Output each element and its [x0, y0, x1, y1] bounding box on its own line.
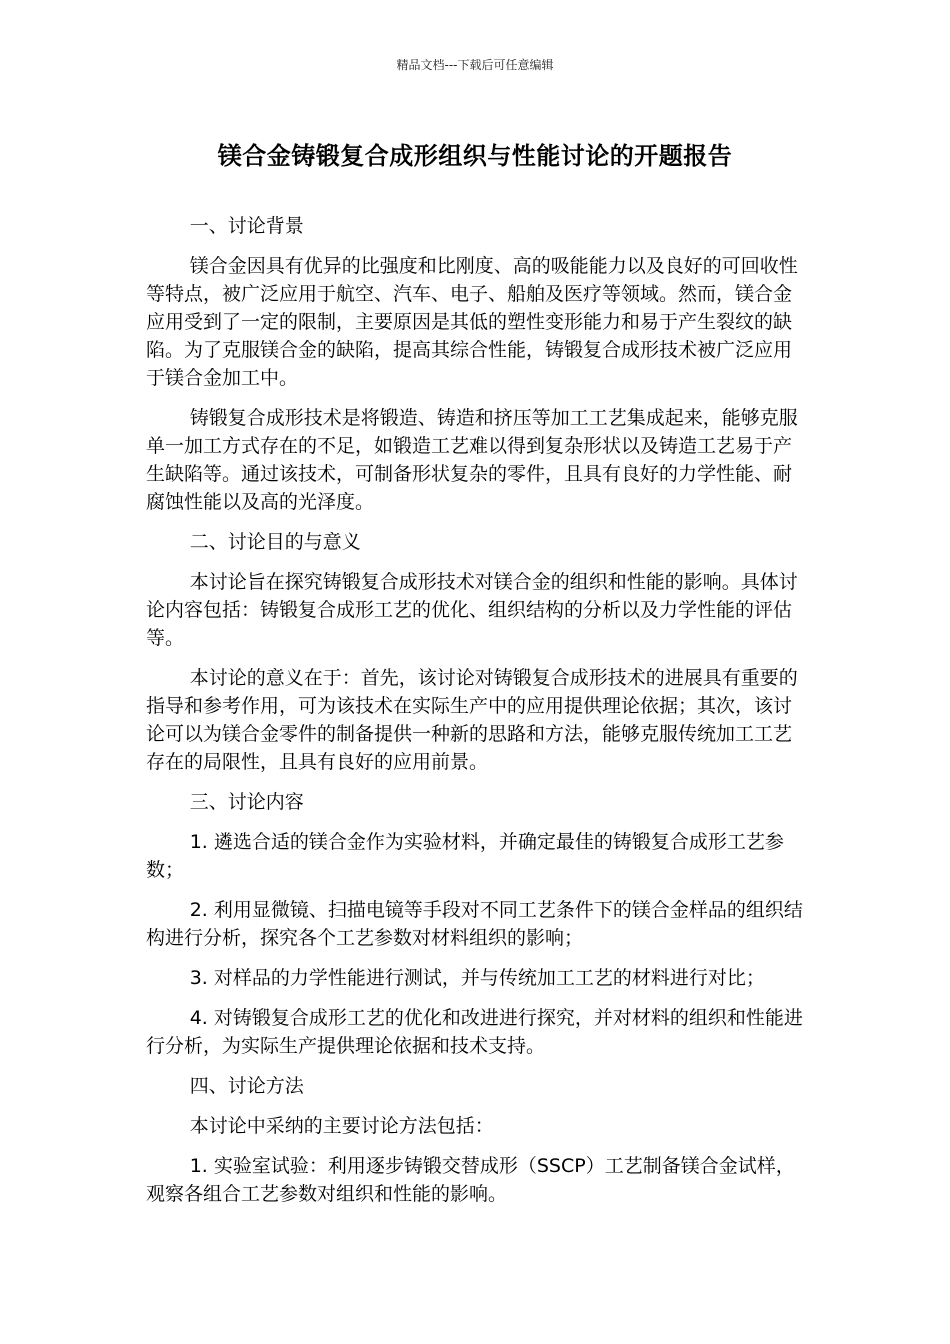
list-item: 1. 遴选合适的镁合金作为实验材料，并确定最佳的铸锻复合成形工艺参数；	[146, 831, 784, 881]
list-item: 4. 对铸锻复合成形工艺的优化和改进进行探究，并对材料的组织和性能进行分析，为实际生产提供理论依据和技术支持。	[146, 1007, 803, 1057]
list-item: 1. 实验室试验：利用逐步铸锻交替成形（SSCP）工艺制备镁合金试样，观察各组合工艺参数对组织和性能的影响。	[146, 1155, 795, 1205]
section-heading-method: 四、讨论方法	[189, 1075, 304, 1097]
paragraph: 本讨论旨在探究铸锻复合成形技术对镁合金的组织和性能的影响。具体讨论内容包括：铸锻复合成形工艺的优化、组织结构的分析以及力学性能的评估等。	[146, 571, 798, 649]
section-heading-background: 一、讨论背景	[189, 215, 304, 237]
document-body	[146, 212, 808, 1220]
paragraph: 本讨论中采纳的主要讨论方法包括：	[189, 1115, 494, 1137]
paragraph: 镁合金因具有优异的比强度和比刚度、高的吸能能力以及良好的可回收性等特点，被广泛应用于航空、汽车、电子、船舶及医疗等领域。然而，镁合金应用受到了一定的限制，主要原因是其低的塑性变形能力和易于产生裂纹的缺陷。为了克服镁合金的缺陷，提高其综合性能，铸锻复合成形技术被广泛应用于镁合金加工中。	[146, 255, 798, 389]
paragraph: 本讨论的意义在于：首先，该讨论对铸锻复合成形技术的进展具有重要的指导和参考作用，可为该技术在实际生产中的应用提供理论依据；其次，该讨论可以为镁合金零件的制备提供一种新的思路和方法，能够克服传统加工工艺存在的局限性，且具有良好的应用前景。	[146, 667, 798, 773]
list-item: 3. 对样品的力学性能进行测试，并与传统加工工艺的材料进行对比；	[189, 967, 765, 989]
paragraph: 铸锻复合成形技术是将锻造、铸造和挤压等加工工艺集成起来，能够克服单一加工方式存在的不足，如锻造工艺难以得到复杂形状以及铸造工艺易于产生缺陷等。通过该技术，可制备形状复杂的零件，且具有良好的力学性能、耐腐蚀性能以及高的光泽度。	[146, 407, 798, 513]
page-header: 精品文档---下载后可任意编辑	[396, 58, 554, 72]
section-heading-purpose: 二、讨论目的与意义	[189, 531, 361, 553]
document-title: 镁合金铸锻复合成形组织与性能讨论的开题报告	[217, 142, 733, 170]
list-item: 2. 利用显微镜、扫描电镜等手段对不同工艺条件下的镁合金样品的组织结构进行分析，探究各个工艺参数对材料组织的影响；	[146, 899, 803, 949]
section-heading-content: 三、讨论内容	[189, 791, 304, 813]
